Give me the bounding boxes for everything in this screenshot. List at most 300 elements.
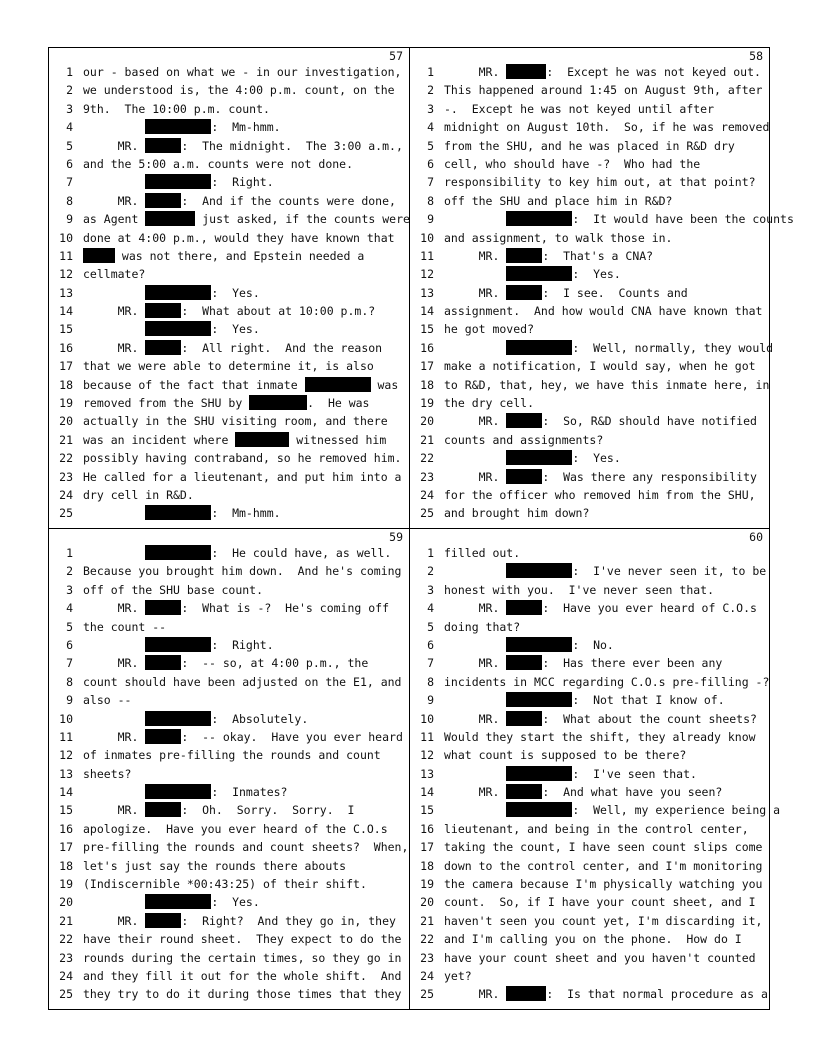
text-segment: counts and assignments?: [444, 432, 604, 447]
line-number: 8: [427, 674, 434, 689]
line-text: [444, 431, 767, 449]
redaction-block: [506, 986, 546, 1001]
line-text: [444, 820, 767, 838]
transcript-line: [410, 155, 769, 173]
line-text: [83, 544, 407, 562]
line-text: [83, 192, 407, 210]
line-number: 21: [420, 432, 434, 447]
line-text: [83, 320, 407, 338]
transcript-line: [410, 449, 769, 467]
transcript-line: [410, 192, 769, 210]
redaction-block: [145, 211, 195, 226]
text-segment: MR.: [83, 340, 146, 355]
line-number: 23: [59, 950, 73, 965]
line-number: 6: [427, 156, 434, 171]
redaction-block: [506, 266, 572, 281]
line-number: 7: [427, 656, 434, 671]
transcript-line: [49, 449, 409, 467]
transcript-line: [410, 339, 774, 357]
redaction-block: [145, 894, 211, 909]
line-number: 14: [59, 785, 73, 800]
line-number: 17: [59, 840, 73, 855]
line-number: 15: [420, 322, 434, 337]
page-number: 59: [389, 530, 403, 544]
text-segment: Would they start the shift, they already know: [444, 729, 756, 744]
text-segment: what count is supposed to be there?: [444, 748, 687, 763]
page-57: [49, 48, 410, 529]
line-text: [83, 210, 410, 228]
line-number: 5: [427, 138, 434, 153]
line-text: [444, 636, 767, 654]
transcript-line: [410, 930, 769, 948]
line-text: [83, 562, 407, 580]
transcript-line: [49, 81, 409, 99]
line-text: [83, 765, 407, 783]
line-number: 9: [427, 212, 434, 227]
text-segment: haven't seen you count yet, I'm discarding it,: [444, 913, 763, 928]
text-segment: : Yes.: [211, 285, 260, 300]
text-segment: MR.: [83, 138, 146, 153]
line-text: [444, 949, 767, 967]
text-segment: : No.: [572, 637, 614, 652]
line-number: 13: [59, 766, 73, 781]
line-number: 21: [59, 913, 73, 928]
line-number: 12: [420, 267, 434, 282]
line-number: 8: [66, 674, 73, 689]
transcript-line: [49, 339, 409, 357]
redaction-block: [145, 285, 211, 300]
redaction-block: [506, 211, 572, 226]
text-segment: [83, 546, 145, 560]
line-text: [83, 229, 407, 247]
transcript-lines: [49, 544, 409, 1004]
transcript-line: [49, 302, 409, 320]
line-text: [444, 192, 767, 210]
line-text: [444, 320, 767, 338]
transcript-line: [410, 857, 769, 875]
transcript-line: [49, 284, 409, 302]
text-segment: [83, 322, 145, 336]
line-number: 15: [59, 322, 73, 337]
line-text: [83, 673, 407, 691]
text-segment: and they fill it out for the whole shift. And: [83, 968, 402, 983]
line-number: 1: [427, 546, 434, 560]
transcript-line: [410, 468, 769, 486]
line-text: [83, 838, 407, 856]
line-text: [444, 81, 767, 99]
transcript-line: [410, 504, 769, 522]
line-number: 6: [427, 637, 434, 652]
line-number: 21: [420, 913, 434, 928]
redaction-block: [145, 711, 211, 726]
text-segment: MR.: [83, 193, 146, 208]
text-segment: [83, 120, 145, 134]
line-text: [444, 710, 767, 728]
redaction-block: [506, 469, 542, 484]
transcript-line: [49, 320, 409, 338]
line-number: 9: [66, 693, 73, 708]
line-number: 3: [66, 101, 73, 116]
line-number: 9: [66, 212, 73, 227]
transcript-line: [410, 284, 769, 302]
text-segment: : Yes.: [572, 267, 621, 282]
line-text: [444, 783, 767, 801]
redaction-block: [145, 340, 181, 355]
line-number: 1: [66, 546, 73, 560]
text-segment: [444, 451, 506, 465]
line-text: [83, 302, 407, 320]
line-text: [83, 949, 407, 967]
line-number: 18: [420, 858, 434, 873]
line-number: 11: [420, 248, 434, 263]
redaction-block: [235, 432, 289, 447]
line-number: 5: [66, 138, 73, 153]
line-text: [444, 486, 767, 504]
line-text: [83, 118, 407, 136]
transcript-line: [49, 599, 409, 617]
transcript-lines: [410, 544, 781, 1004]
text-segment: : -- okay. Have you ever heard: [181, 729, 403, 744]
text-segment: : Well, my experience being a: [572, 803, 781, 818]
transcript-line: [410, 302, 769, 320]
line-text: [444, 339, 774, 357]
text-segment: for the officer who removed him from the SHU,: [444, 487, 756, 502]
transcript-line: [49, 210, 409, 228]
text-segment: MR.: [444, 785, 507, 800]
text-segment: lieutenant, and being in the control center,: [444, 821, 749, 836]
text-segment: MR.: [444, 414, 507, 429]
text-segment: : So, R&D should have notified: [542, 414, 757, 429]
transcript-line: [49, 765, 409, 783]
line-number: 14: [420, 304, 434, 319]
transcript-line: [49, 728, 409, 746]
text-segment: MR.: [83, 803, 146, 818]
line-number: 24: [59, 968, 73, 983]
transcript-line: [410, 394, 769, 412]
text-segment: : Yes.: [572, 451, 621, 466]
text-segment: was not there, and Epstein needed a: [115, 248, 365, 263]
text-segment: 9th. The 10:00 p.m. count.: [83, 101, 270, 116]
line-text: [444, 357, 767, 375]
text-segment: MR.: [83, 601, 146, 616]
line-number: 12: [59, 267, 73, 282]
transcript-line: [410, 137, 769, 155]
text-segment: [444, 341, 506, 355]
transcript-line: [410, 320, 769, 338]
text-segment: MR.: [444, 656, 507, 671]
line-text: [444, 912, 767, 930]
text-segment: : It would have been the counts: [572, 212, 794, 227]
transcript-line: [410, 875, 769, 893]
text-segment: : Right.: [211, 175, 274, 190]
text-segment: rounds during the certain times, so they go in: [83, 950, 402, 965]
text-segment: : Not that I know of.: [572, 693, 725, 708]
line-number: 23: [59, 469, 73, 484]
line-text: [83, 394, 407, 412]
transcript-line: [410, 265, 769, 283]
line-number: 10: [420, 711, 434, 726]
text-segment: taking the count, I have seen count slips come: [444, 840, 763, 855]
transcript-sheet: [48, 47, 794, 1010]
text-segment: count should have been adjusted on the E1, and: [83, 674, 402, 689]
text-segment: down to the control center, and I'm monitoring: [444, 858, 763, 873]
text-segment: : Yes.: [211, 895, 260, 910]
line-number: 17: [420, 840, 434, 855]
text-segment: MR.: [444, 711, 507, 726]
line-text: [83, 137, 407, 155]
transcript-line: [49, 137, 409, 155]
line-number: 24: [59, 487, 73, 502]
line-number: 11: [59, 248, 73, 263]
transcript-line: [410, 838, 769, 856]
line-number: 24: [420, 968, 434, 983]
line-text: [83, 63, 407, 81]
redaction-block: [506, 655, 542, 670]
line-text: [444, 468, 767, 486]
text-segment: [444, 564, 506, 578]
redaction-block: [145, 321, 211, 336]
text-segment: was an incident where: [83, 432, 236, 447]
redaction-block: [506, 413, 542, 428]
line-text: [83, 100, 407, 118]
line-text: [444, 173, 767, 191]
transcript-line: [49, 431, 409, 449]
transcript-lines: [410, 63, 794, 523]
transcript-line: [410, 581, 769, 599]
line-number: 16: [59, 821, 73, 836]
text-segment: This happened around 1:45 on August 9th, after: [444, 83, 763, 98]
line-text: [444, 247, 767, 265]
line-number: 4: [427, 120, 434, 135]
text-segment: sheets?: [83, 766, 132, 781]
redaction-block: [145, 119, 211, 134]
line-text: [444, 265, 767, 283]
text-segment: : And what have you seen?: [542, 785, 723, 800]
text-segment: pre-filling the rounds and count sheets? When,: [83, 840, 409, 855]
line-text: [83, 985, 407, 1003]
line-text: [83, 449, 407, 467]
transcript-line: [410, 486, 769, 504]
transcript-line: [49, 118, 409, 136]
line-text: [83, 284, 407, 302]
line-text: [83, 875, 407, 893]
text-segment: MR.: [444, 248, 507, 263]
text-segment: of inmates pre-filling the rounds and count: [83, 748, 381, 763]
line-text: [444, 691, 767, 709]
line-number: 24: [420, 487, 434, 502]
line-text: [444, 376, 770, 394]
line-text: [444, 229, 767, 247]
transcript-line: [49, 875, 409, 893]
line-number: 13: [59, 285, 73, 300]
transcript-line: [49, 801, 409, 819]
line-number: 5: [66, 619, 73, 634]
line-number: 11: [420, 729, 434, 744]
text-segment: MR.: [444, 601, 507, 616]
text-segment: MR.: [444, 987, 507, 1002]
text-segment: He called for a lieutenant, and put him into a: [83, 469, 402, 484]
line-text: [83, 746, 407, 764]
line-text: [83, 618, 407, 636]
line-number: 20: [59, 414, 73, 429]
text-segment: they try to do it during those times that they: [83, 987, 402, 1002]
line-text: [83, 691, 407, 709]
line-text: [83, 412, 407, 430]
transcript-line: [49, 985, 409, 1003]
line-number: 1: [427, 65, 434, 79]
text-segment: also --: [83, 693, 132, 708]
text-segment: off the SHU and place him in R&D?: [444, 193, 673, 208]
line-text: [444, 985, 767, 1003]
text-segment: cell, who should have -? Who had the: [444, 156, 701, 171]
text-segment: he got moved?: [444, 322, 535, 337]
line-text: [83, 710, 407, 728]
transcript-line: [49, 192, 409, 210]
line-number: 19: [420, 396, 434, 411]
text-segment: : What is -? He's coming off: [181, 601, 390, 616]
line-number: 23: [420, 469, 434, 484]
text-segment: as Agent: [83, 212, 146, 227]
transcript-line: [49, 949, 409, 967]
text-segment: honest with you. I've never seen that.: [444, 582, 715, 597]
text-segment: [444, 267, 506, 281]
line-text: [444, 654, 767, 672]
text-segment: [83, 638, 145, 652]
text-segment: : I've seen that.: [572, 766, 697, 781]
line-text: [444, 562, 767, 580]
text-segment: MR.: [444, 65, 507, 79]
line-text: [83, 486, 407, 504]
transcript-line: [49, 710, 409, 728]
line-number: 22: [59, 451, 73, 466]
text-segment: [444, 767, 506, 781]
text-segment: the dry cell.: [444, 396, 535, 411]
redaction-block: [506, 600, 542, 615]
transcript-line: [410, 728, 769, 746]
text-segment: [444, 803, 506, 817]
transcript-line: [410, 100, 769, 118]
text-segment: MR.: [83, 729, 146, 744]
text-segment: : Is that normal procedure as a: [546, 987, 768, 1002]
transcript-line: [49, 544, 409, 562]
redaction-block: [506, 766, 572, 781]
line-text: [83, 599, 407, 617]
text-segment: : Right.: [211, 637, 274, 652]
line-text: [444, 746, 767, 764]
line-text: [83, 728, 407, 746]
line-number: 7: [66, 656, 73, 671]
transcript-line: [410, 893, 769, 911]
text-segment: and I'm calling you on the phone. How do I: [444, 932, 742, 947]
line-text: [444, 118, 770, 136]
transcript-line: [49, 746, 409, 764]
transcript-line: [410, 710, 769, 728]
line-number: 22: [420, 451, 434, 466]
text-segment: [444, 638, 506, 652]
line-text: [83, 801, 407, 819]
redaction-block: [506, 64, 546, 79]
text-segment: : I've never seen it, to be: [572, 564, 767, 579]
text-segment: : That's a CNA?: [542, 248, 654, 263]
line-number: 11: [59, 729, 73, 744]
line-number: 15: [420, 803, 434, 818]
line-text: [444, 581, 767, 599]
line-text: [444, 504, 767, 522]
text-segment: just asked, if the counts were: [195, 212, 410, 227]
text-segment: to R&D, that, hey, we have this inmate here, in: [444, 377, 770, 392]
text-segment: make a notification, I would say, when he got: [444, 359, 756, 374]
transcript-line: [410, 357, 769, 375]
redaction-block: [305, 377, 371, 392]
line-number: 2: [66, 564, 73, 579]
transcript-line: [49, 618, 409, 636]
text-segment: dry cell in R&D.: [83, 487, 194, 502]
text-segment: : -- so, at 4:00 p.m., the: [181, 656, 369, 671]
transcript-line: [49, 581, 409, 599]
text-segment: done at 4:00 p.m., would they have known that: [83, 230, 395, 245]
line-text: [444, 394, 767, 412]
line-text: [83, 581, 407, 599]
transcript-line: [49, 155, 409, 173]
transcript-line: [49, 357, 409, 375]
line-number: 21: [59, 432, 73, 447]
text-segment: count. So, if I have your count sheet, and I: [444, 895, 756, 910]
page-59: [49, 529, 410, 1009]
line-text: [83, 857, 407, 875]
line-number: 25: [420, 506, 434, 521]
text-segment: we understood is, the 4:00 p.m. count, on the: [83, 83, 395, 98]
line-text: [83, 930, 407, 948]
text-segment: Because you brought him down. And he's coming: [83, 564, 402, 579]
line-number: 16: [420, 340, 434, 355]
line-number: 2: [66, 83, 73, 98]
line-text: [83, 265, 407, 283]
line-text: [83, 893, 407, 911]
redaction-block: [506, 711, 542, 726]
transcript-line: [410, 654, 769, 672]
text-segment: incidents in MCC regarding C.O.s pre-filling -?: [444, 674, 770, 689]
line-number: 20: [420, 895, 434, 910]
text-segment: our - based on what we - in our investigation,: [83, 65, 402, 79]
line-text: [83, 81, 407, 99]
transcript-line: [410, 229, 769, 247]
line-text: [83, 783, 407, 801]
transcript-line: [49, 63, 409, 81]
line-number: 12: [420, 748, 434, 763]
line-text: [444, 893, 767, 911]
line-number: 7: [427, 175, 434, 190]
line-text: [444, 449, 767, 467]
line-number: 15: [59, 803, 73, 818]
redaction-block: [145, 505, 211, 520]
transcript-line: [410, 691, 769, 709]
line-text: [444, 100, 767, 118]
line-number: 25: [59, 506, 73, 521]
text-segment: removed from the SHU by: [83, 396, 250, 411]
transcript-line: [49, 912, 409, 930]
text-segment: actually in the SHU visiting room, and there: [83, 414, 388, 429]
text-segment: the count --: [83, 619, 167, 634]
line-text: [83, 339, 407, 357]
text-segment: MR.: [444, 469, 507, 484]
line-number: 8: [66, 193, 73, 208]
redaction-block: [83, 248, 115, 263]
line-text: [444, 210, 794, 228]
line-text: [444, 155, 767, 173]
text-segment: and assignment, to walk those in.: [444, 230, 673, 245]
text-segment: : What about the count sheets?: [542, 711, 757, 726]
page-60: [410, 529, 781, 1009]
